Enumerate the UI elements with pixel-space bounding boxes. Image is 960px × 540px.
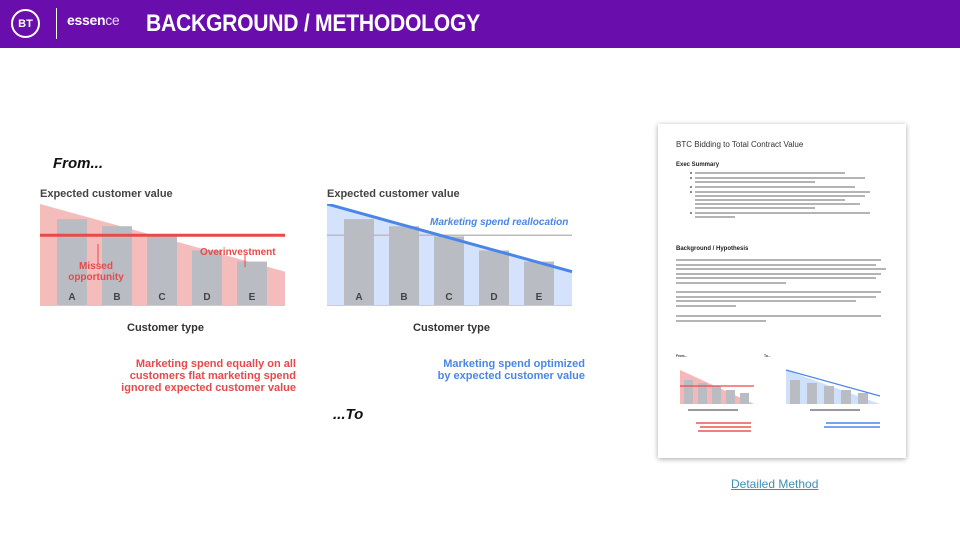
doc-text-line — [676, 277, 876, 279]
from-label: From... — [53, 155, 104, 172]
bar-label-d: D — [490, 292, 498, 303]
bars-group — [40, 219, 285, 305]
bar-label-e: E — [248, 292, 256, 303]
doc-text-line — [695, 212, 870, 214]
doc-text-line — [695, 186, 855, 188]
essence-logo-bold: essen — [67, 12, 106, 28]
doc-background-heading: Background / Hypothesis — [676, 246, 749, 252]
doc-title: BTC Bidding to Total Contract Value — [676, 140, 804, 149]
mini-chart-to — [786, 370, 880, 428]
chart-title: Expected customer value — [40, 188, 173, 200]
detailed-method-link[interactable]: Detailed Method — [731, 477, 819, 491]
doc-mini-charts — [658, 362, 906, 458]
chart-title: Expected customer value — [327, 188, 460, 200]
detailed-method-document-thumbnail — [658, 124, 906, 458]
doc-bullet — [690, 212, 692, 214]
to-label: ...To — [333, 406, 364, 423]
caption-line: ignored expected customer value — [121, 382, 296, 394]
chart-caption — [121, 358, 296, 394]
bar-label-e: E — [535, 292, 543, 303]
bar-label-a: A — [355, 292, 363, 303]
doc-bullet — [690, 177, 692, 179]
bar-label-b: B — [400, 292, 408, 303]
doc-text-line — [676, 273, 881, 275]
doc-text-line — [676, 315, 881, 317]
doc-text-line — [676, 291, 881, 293]
bar-label-c: C — [158, 292, 166, 303]
reallocation-label: Marketing spend reallocation — [430, 217, 569, 228]
doc-text-line — [676, 268, 886, 270]
doc-text-line — [676, 300, 856, 302]
essence-logo — [67, 12, 119, 28]
doc-text-line — [695, 195, 865, 197]
doc-text-line — [676, 259, 881, 261]
bar-label-d: D — [203, 292, 211, 303]
doc-text-line — [695, 207, 815, 209]
missed-label-line1: Missed opportunity — [68, 261, 124, 283]
chart-from-svg — [40, 204, 305, 319]
mini-chart-from — [680, 370, 754, 432]
doc-exec-summary-heading: Exec Summary — [676, 162, 720, 168]
x-axis-title: Customer type — [413, 322, 491, 334]
bar-label-b: B — [113, 292, 121, 303]
header-bar — [0, 0, 960, 48]
logo-divider — [56, 8, 57, 39]
doc-text-line — [695, 177, 865, 179]
doc-text-line — [676, 305, 736, 307]
doc-text-line — [695, 191, 870, 193]
bar-label-a: A — [68, 292, 76, 303]
bar-label-c: C — [445, 292, 453, 303]
caption-line: by expected customer value — [437, 370, 585, 382]
caption-line: Marketing spend equally on all — [135, 358, 296, 370]
doc-bullet — [690, 191, 692, 193]
doc-text-line — [676, 320, 766, 322]
doc-text-line — [676, 264, 876, 266]
caption-line: customers flat marketing spend — [129, 370, 296, 382]
page-title: BACKGROUND / METHODOLOGY — [146, 10, 480, 37]
doc-text-line — [695, 199, 845, 201]
doc-text-line — [695, 181, 815, 183]
essence-logo-light: ce — [105, 12, 120, 28]
overinvestment-label: Overinvestment — [200, 247, 276, 258]
doc-text-line — [695, 203, 860, 205]
x-axis-title: Customer type — [127, 322, 205, 334]
doc-bullet — [690, 186, 692, 188]
doc-text-line — [676, 282, 786, 284]
doc-mini-from-label: From... — [676, 354, 688, 358]
doc-text-line — [695, 172, 845, 174]
doc-bullet — [690, 172, 692, 174]
doc-text-line — [676, 296, 876, 298]
chart-caption — [438, 358, 585, 382]
doc-text-line — [695, 216, 735, 218]
bt-logo — [11, 9, 40, 38]
caption-line: Marketing spend optimized — [443, 358, 585, 370]
bt-logo-text: BT — [18, 17, 33, 30]
doc-mini-to-label: To... — [764, 354, 771, 358]
chart-to-svg — [327, 204, 592, 319]
